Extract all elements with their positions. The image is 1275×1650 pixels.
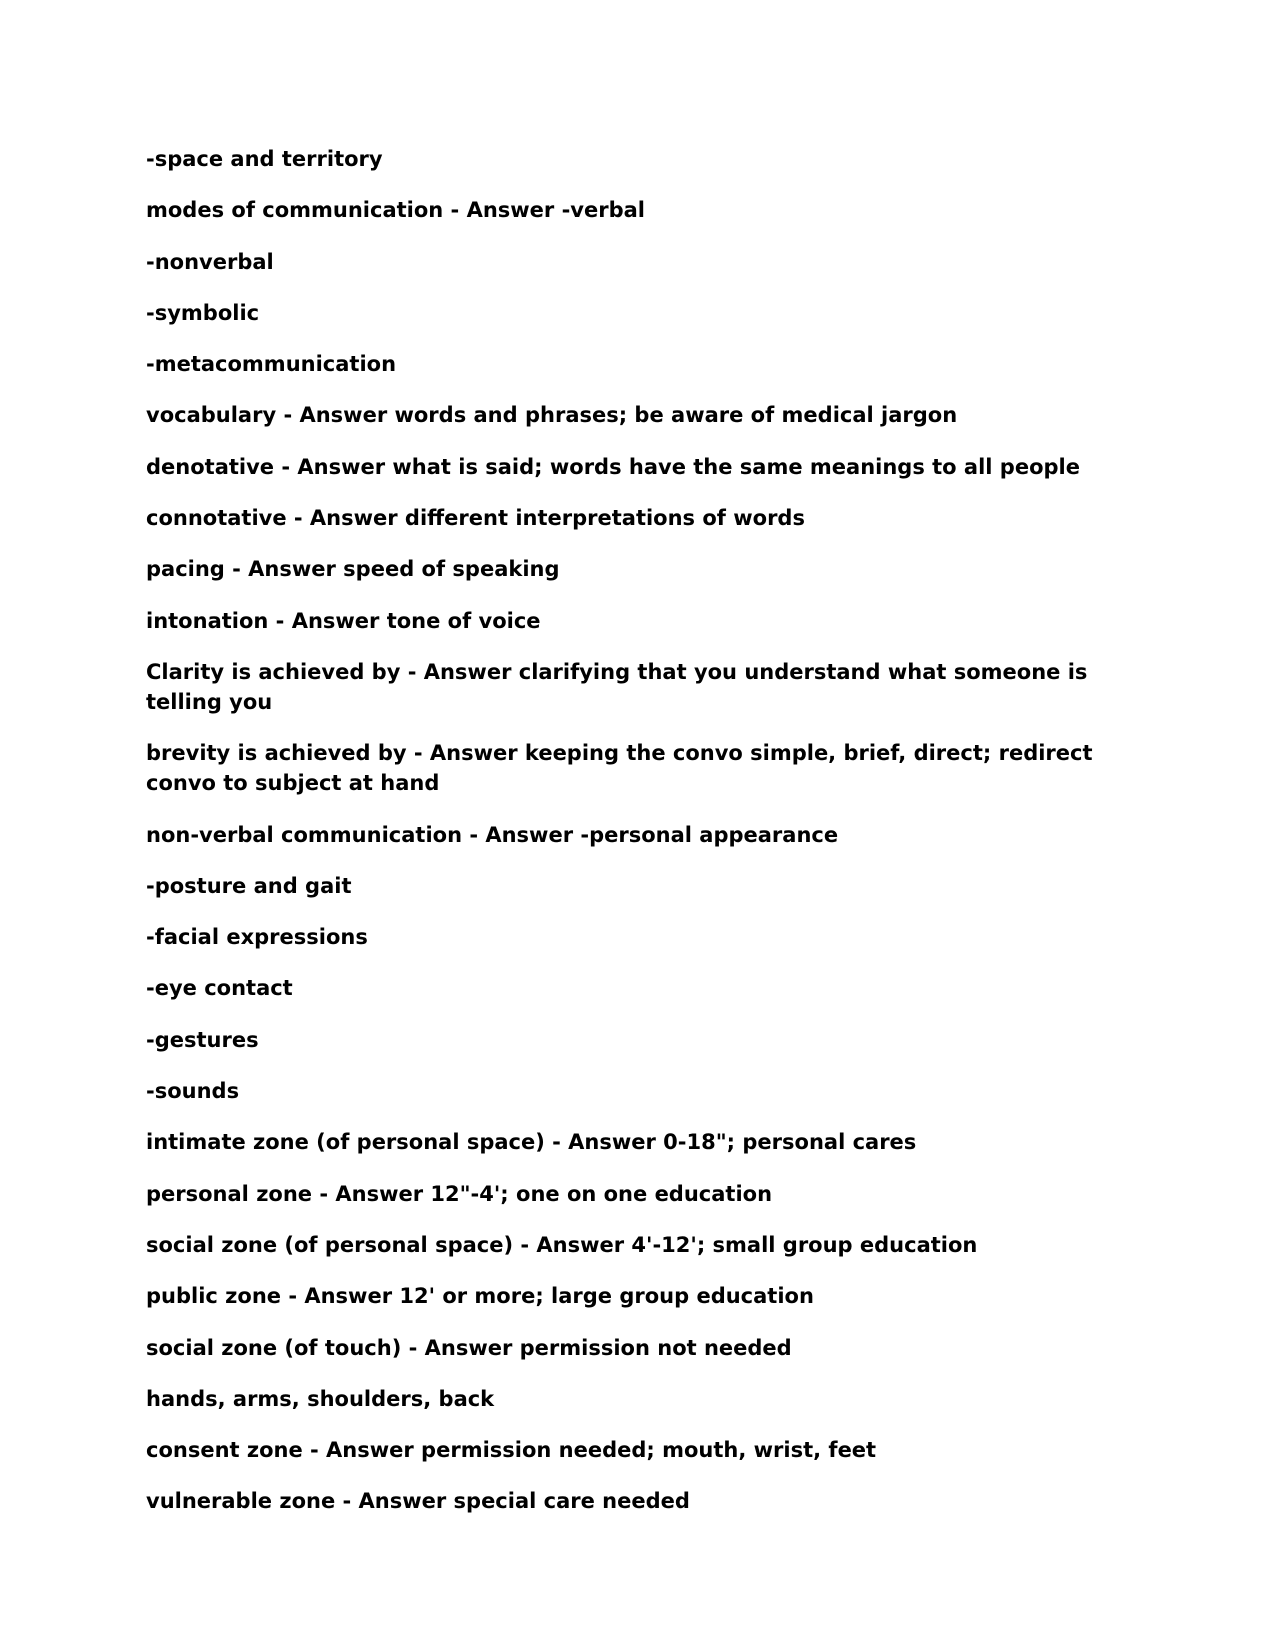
text-line: -eye contact — [146, 976, 293, 1001]
flashcard-list — [146, 144, 1106, 1538]
text-line: -posture and gait — [146, 873, 352, 898]
text-line: -metacommunication — [146, 352, 397, 377]
text-line: -symbolic — [146, 300, 260, 325]
text-line: consent zone - Answer permission needed; mouth, wrist, feet — [146, 1438, 877, 1463]
text-line: -nonverbal — [146, 249, 274, 274]
text-line: vocabulary - Answer words and phrases; be aware of medical jargon — [146, 403, 958, 428]
text-line: social zone (of touch) - Answer permission not needed — [146, 1335, 792, 1360]
text-line: social zone (of personal space) - Answer 4'-12'; small group education — [146, 1232, 978, 1257]
text-line: hands, arms, shoulders, back — [146, 1386, 495, 1411]
text-line: pacing - Answer speed of speaking — [146, 557, 560, 582]
text-line: intonation - Answer tone of voice — [146, 608, 541, 633]
text-line: brevity is achieved by - Answer keeping the convo simple, brief, direct; redirect convo to subject at hand — [146, 741, 1093, 796]
text-line: Clarity is achieved by - Answer clarifying that you understand what someone is telling you — [146, 659, 1088, 714]
text-line: non-verbal communication - Answer -personal appearance — [146, 822, 839, 847]
text-line: denotative - Answer what is said; words have the same meanings to all people — [146, 454, 1080, 479]
text-line: -facial expressions — [146, 925, 368, 950]
text-line: public zone - Answer 12' or more; large group education — [146, 1284, 814, 1309]
text-line: -sounds — [146, 1079, 240, 1104]
text-line: -space and territory — [146, 147, 383, 171]
text-line: -gestures — [146, 1027, 259, 1052]
text-line: connotative - Answer different interpretations of words — [146, 506, 805, 531]
text-line: intimate zone (of personal space) - Answer 0-18"; personal cares — [146, 1130, 917, 1155]
text-line: vulnerable zone - Answer special care needed — [146, 1489, 690, 1514]
text-line: modes of communication - Answer -verbal — [146, 198, 645, 223]
text-line: personal zone - Answer 12"-4'; one on one education — [146, 1181, 773, 1206]
